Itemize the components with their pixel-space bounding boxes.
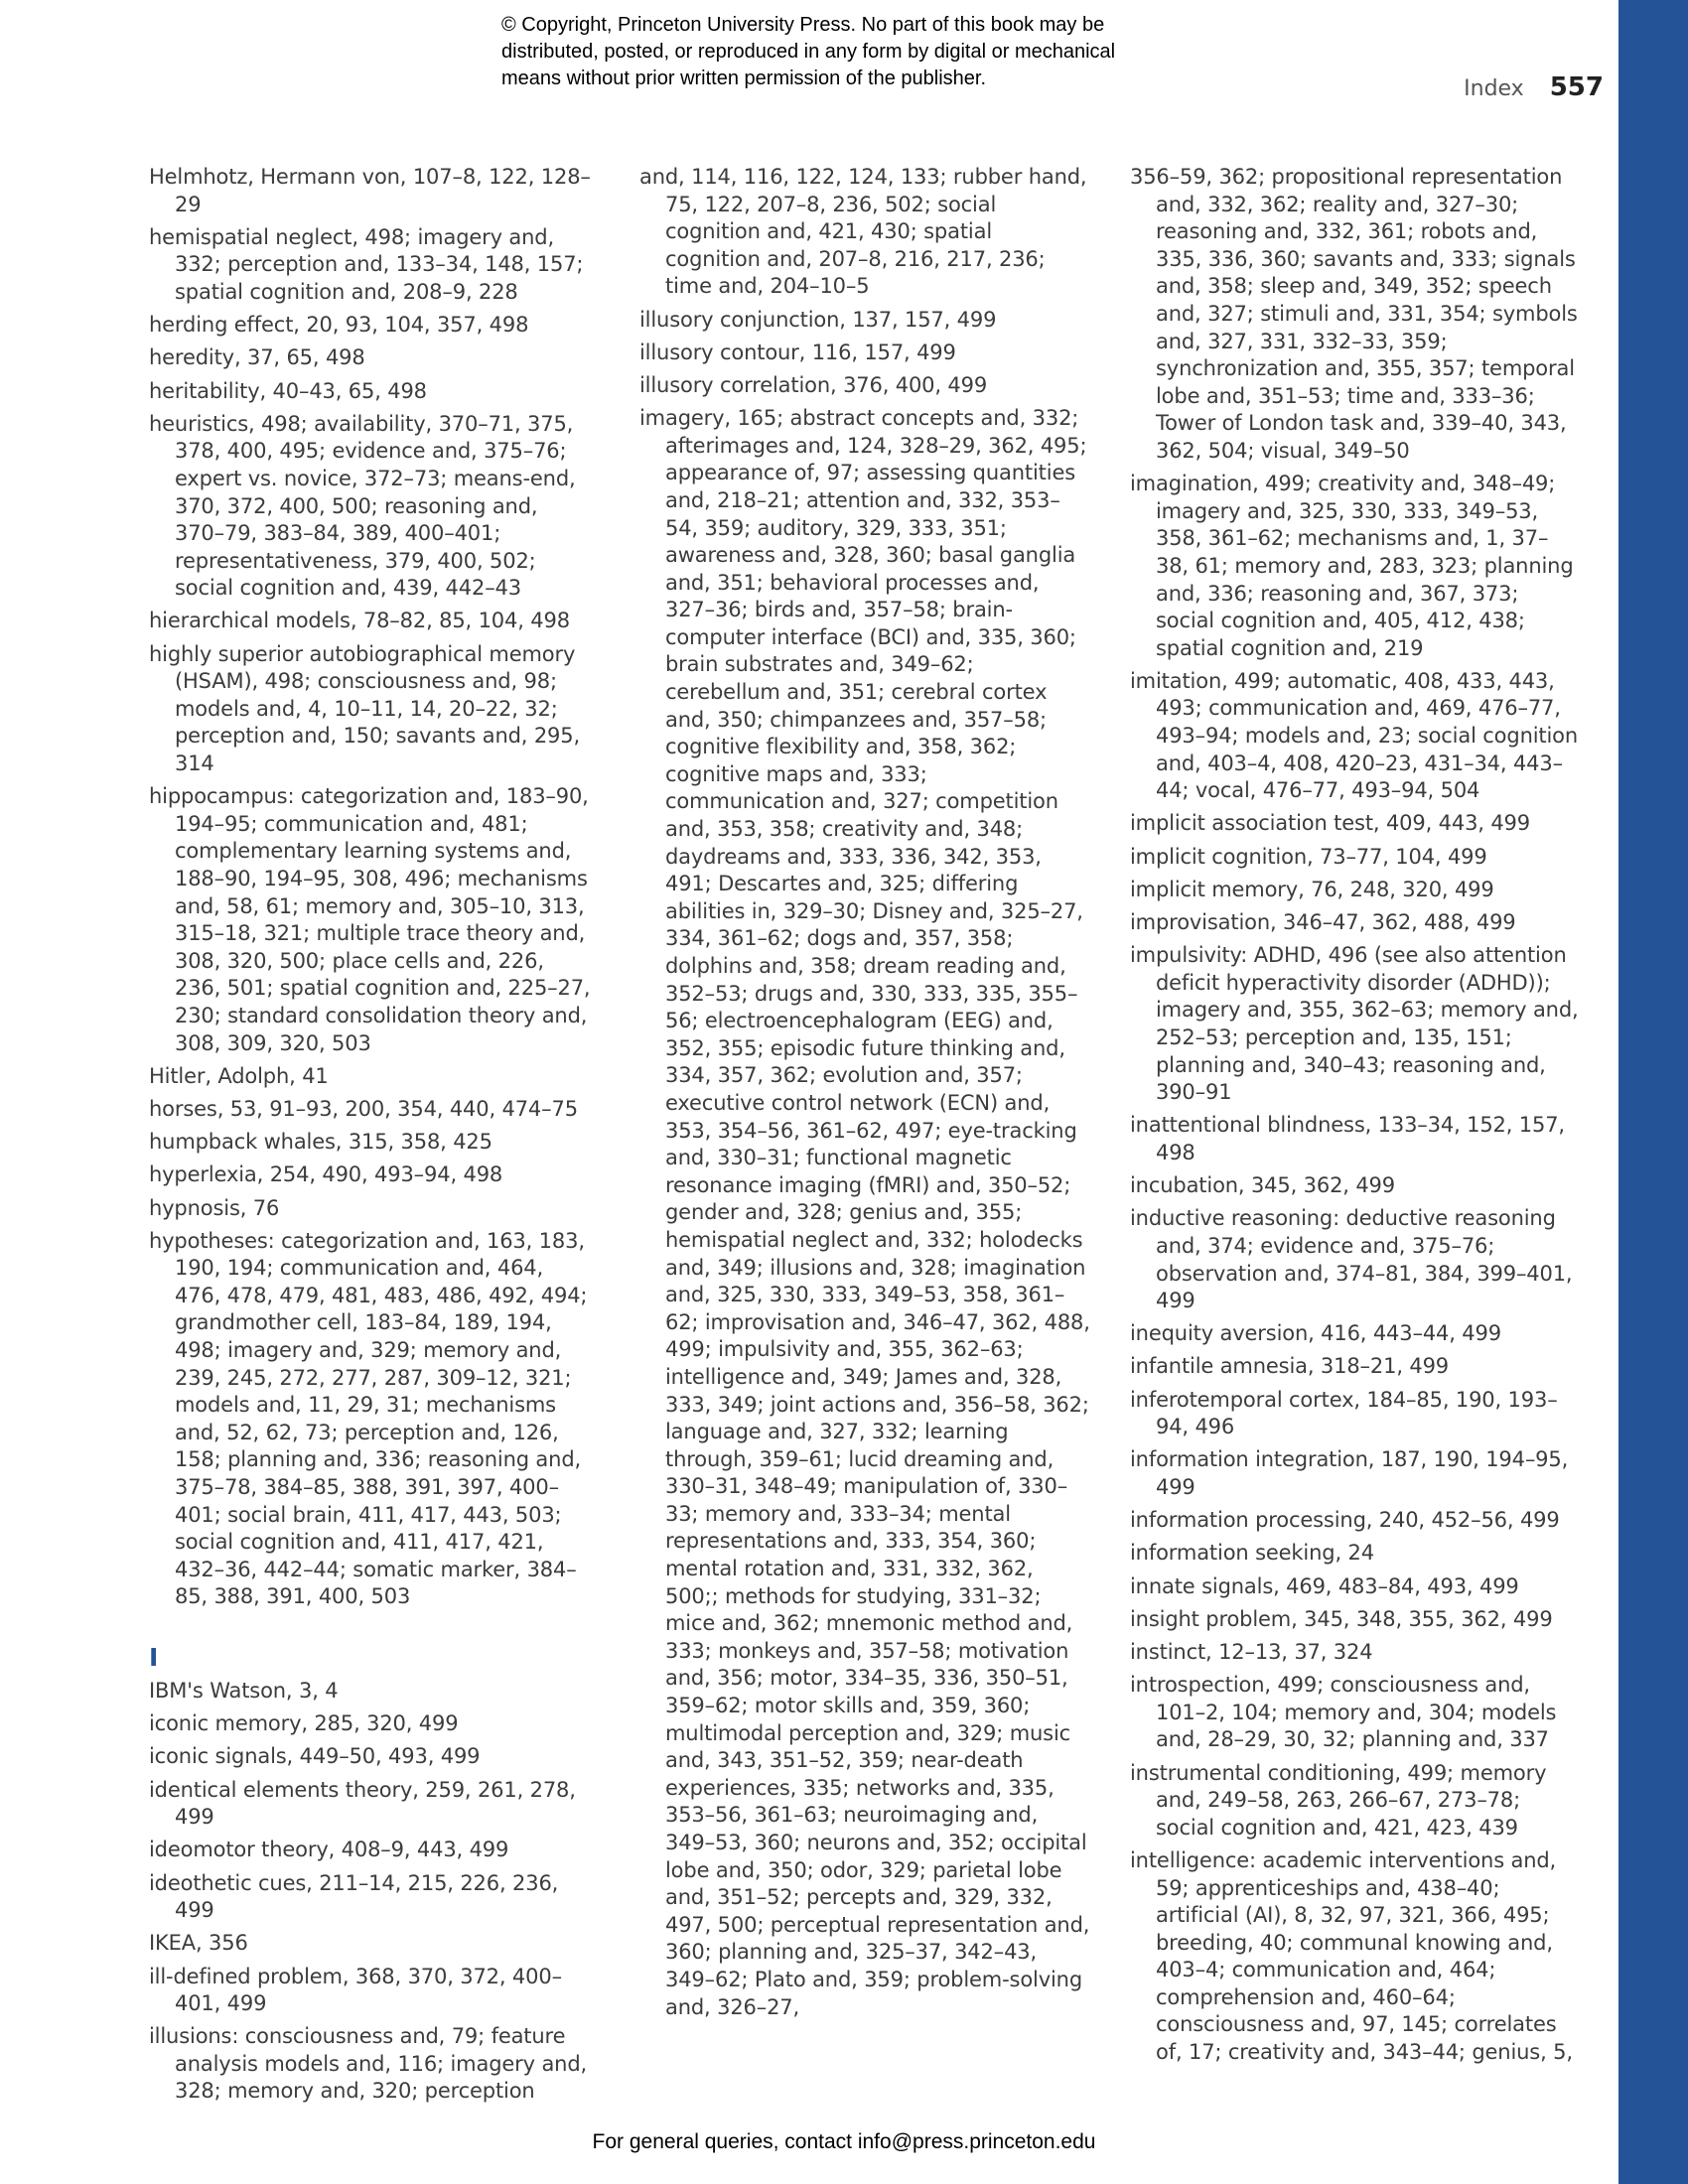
page-number: 557 [1549, 72, 1604, 102]
footer-contact: For general queries, contact info@press.princeton.edu [592, 2130, 1096, 2153]
index-column-3 [1130, 164, 1579, 2072]
index-entry: inductive reasoning: deductive reasoning and, 374; evidence and, 375–76; observation and, 374–81, 384, 399–401, 499 [1130, 1206, 1573, 1313]
index-entry: implicit cognition, 73–77, 104, 499 [1130, 844, 1487, 869]
copyright-line: distributed, posted, or reproduced in any form by digital or mechanical [501, 41, 1116, 63]
index-entry: hippocampus: categorization and, 183–90, 194–95; communication and, 481; complementary learning systems and, 188–90, 194–95, 308, 496; mechanisms and, 58, 61; memory and, 305–10, 313, 315–18, 321; multiple trace theory and, 308, 320, 500; place cells and, 226, 236, 501; spatial cognition and, 225–27, 230; standard consolidation theory and, 308, 309, 320, 503 [149, 784, 591, 1055]
index-entry: instrumental conditioning, 499; memory and, 249–58, 263, 266–67, 273–78; social cognition and, 421, 423, 439 [1130, 1760, 1547, 1840]
index-entry: heuristics, 498; availability, 370–71, 375, 378, 400, 495; evidence and, 375–76; expert vs. novice, 372–73; means-end, 370, 372, 400, 500; reasoning and, 370–79, 383–84, 389, 400–401; representativeness, 379, 400, 502; social cognition and, 439, 442–43 [149, 411, 576, 601]
copyright-notice [501, 12, 1216, 92]
index-entry: insight problem, 345, 348, 355, 362, 499 [1130, 1606, 1553, 1631]
index-entry: hypotheses: categorization and, 163, 183, 190, 194; communication and, 464, 476, 478, 479, 481, 483, 486, 492, 494; grandmother cell, 183–84, 189, 194, 498; imagery and, 329; memory and, 239, 245, 272, 277, 287, 309–12, 321; models and, 11, 29, 31; mechanisms and, 52, 62, 73; perception and, 126, 158; planning and, 336; reasoning and, 375–78, 384–85, 388, 391, 397, 400–401; social brain, 411, 417, 443, 503; social cognition and, 411, 417, 421, 432–36, 442–44; somatic marker, 384–85, 388, 391, 400, 503 [149, 1228, 588, 1609]
index-entry: impulsivity: ADHD, 496 (see also attention deficit hyperactivity disorder (ADHD)); imagery and, 355, 362–63; memory and, 252–53; perception and, 135, 151; planning and, 340–43; reasoning and, 390–91 [1130, 943, 1579, 1105]
index-entry: imitation, 499; automatic, 408, 433, 443, 493; communication and, 469, 476–77, 493–94; models and, 23; social cognition and, 403–4, 408, 420–23, 431–34, 443–44; vocal, 476–77, 493–94, 504 [1130, 668, 1579, 803]
index-entry: highly superior autobiographical memory (HSAM), 498; consciousness and, 98; models and, 4, 10–11, 14, 20–22, 32; perception and, 150; savants and, 295, 314 [149, 641, 580, 776]
index-column-1-section-i-entries [149, 1678, 591, 2106]
index-entry: instinct, 12–13, 37, 324 [1130, 1639, 1373, 1664]
index-column-1-entries [149, 164, 591, 1611]
index-entry: and, 114, 116, 122, 124, 133; rubber hand, 75, 122, 207–8, 236, 502; social cognition and, 421, 430; spatial cognition and, 207–8, 216, 217, 236; time and, 204–10–5 [639, 165, 1087, 299]
index-entry: ideothetic cues, 211–14, 215, 226, 236, 499 [149, 1870, 559, 1923]
index-entry: illusory contour, 116, 157, 499 [639, 340, 956, 364]
index-entry: information seeking, 24 [1130, 1541, 1374, 1566]
index-entry: identical elements theory, 259, 261, 278, 499 [149, 1777, 576, 1830]
index-entry: iconic memory, 285, 320, 499 [149, 1711, 459, 1736]
index-entry: information integration, 187, 190, 194–95, 499 [1130, 1447, 1569, 1500]
index-entry: Helmhotz, Hermann von, 107–8, 122, 128–29 [149, 165, 591, 216]
index-entry: imagery, 165; abstract concepts and, 332; afterimages and, 124, 328–29, 362, 495; appearance of, 97; assessing quantities and, 218–21; attention and, 332, 353–54, 359; auditory, 329, 333, 351; awareness and, 328, 360; basal ganglia and, 351; behavioral processes and, 327–36; birds and, 357–58; brain-computer interface (BCI) and, 335, 360; brain substrates and, 349–62; cerebellum and, 351; cerebral cortex and, 350; chimpanzees and, 357–58; cognitive flexibility and, 358, 362; cognitive maps and, 333; communication and, 327; competition and, 353, 358; creativity and, 348; daydreams and, 333, 336, 342, 353, 491; Descartes and, 325; differing abilities in, 329–30; Disney and, 325–27, 334, 361–62; dogs and, 357, 358; dolphins and, 358; dream reading and, 352–53; drugs and, 330, 333, 335, 355–56; electroencephalogram (EEG) and, 352, 355; episodic future thinking and, 334, 357, 362; evolution and, 357; executive control network (ECN) and, 353, 354–56, 361–62, 497; eye-tracking and, 330–31; functional magnetic resonance imaging (fMRI) and, 350–52; gender and, 328; genius and, 355; hemispatial neglect and, 332; holodecks and, 349; illusions and, 328; imagination and, 325, 330, 333, 349–53, 358, 361–62; improvisation and, 346–47, 362, 488, 499; impulsivity and, 355, 362–63; intelligence and, 349; James and, 328, 333, 349; joint actions and, 356–58, 362; language and, 327, 332; learning through, 359–61; lucid dreaming and, 330–31, 348–49; manipulation of, 330–33; memory and, 333–34; mental representations and, 333, 354, 360; mental rotation and, 331, 332, 362, 500;; methods for studying, 331–32; mice and, 362; mnemonic method and, 333; monkeys and, 357–58; motivation and, 356; motor, 334–35, 336, 350–51, 359–62; motor skills and, 359, 360; multimodal perception and, 329; music and, 343, 351–52, 359; near-death experiences, 335; networks and, 335, 353–56, 361–63; neuroimaging and, 349–53, 360; neurons and, 352; occipital lobe and, 350; odor, 329; parietal lobe and, 351–52; percepts and, 329, 332, 497, 500; perceptual representation and, 360; planning and, 325–37, 342–43, 349–62; Plato and, 359; problem-solving and, 326–27, [639, 406, 1090, 2019]
index-entry: ill-defined problem, 368, 370, 372, 400–401, 499 [149, 1964, 562, 2016]
index-entry: iconic signals, 449–50, 493, 499 [149, 1744, 481, 1769]
index-column-1 [149, 164, 591, 2112]
index-entry: herding effect, 20, 93, 104, 357, 498 [149, 313, 529, 338]
index-entry: humpback whales, 315, 358, 425 [149, 1130, 492, 1155]
index-entry: imagination, 499; creativity and, 348–49; imagery and, 325, 330, 333, 349–53, 358, 361–62; mechanisms and, 1, 37–38, 61; memory and, 283, 323; planning and, 336; reasoning and, 367, 373; social cognition and, 405, 412, 438; spatial cognition and, 219 [1130, 472, 1574, 660]
index-column-2 [639, 164, 1091, 2027]
index-entry: heredity, 37, 65, 498 [149, 345, 365, 370]
index-entry: 356–59, 362; propositional representation and, 332, 362; reality and, 327–30; reasoning and, 332, 361; robots and, 335, 336, 360; savants and, 333; signals and, 358; sleep and, 349, 352; speech and, 327; stimuli and, 331, 354; symbols and, 327, 331, 332–33, 359; synchronization and, 355, 357; temporal lobe and, 351–53; time and, 333–36; Tower of London task and, 339–40, 343, 362, 504; visual, 349–50 [1130, 165, 1578, 463]
index-entry: hypnosis, 76 [149, 1195, 280, 1220]
index-column-2-entries [639, 164, 1091, 2021]
index-entry: implicit memory, 76, 248, 320, 499 [1130, 877, 1494, 901]
side-color-bar [1618, 0, 1688, 2184]
index-column-3-entries [1130, 164, 1579, 2067]
index-entry: hemispatial neglect, 498; imagery and, 332; perception and, 133–34, 148, 157; spatial cognition and, 208–9, 228 [149, 224, 584, 304]
index-entry: implicit association test, 409, 443, 499 [1130, 811, 1530, 836]
section-letter-heading: I [149, 1643, 159, 1672]
index-entry: infantile amnesia, 318–21, 499 [1130, 1354, 1450, 1379]
index-entry: IKEA, 356 [149, 1931, 248, 1956]
index-entry: inequity aversion, 416, 443–44, 499 [1130, 1321, 1501, 1346]
index-entry: hyperlexia, 254, 490, 493–94, 498 [149, 1162, 503, 1187]
index-entry: illusory conjunction, 137, 157, 499 [639, 307, 997, 332]
copyright-line: © Copyright, Princeton University Press. No part of this book may be [501, 14, 1105, 36]
index-entry: inattentional blindness, 133–34, 152, 157, 498 [1130, 1113, 1565, 1164]
index-entry: Hitler, Adolph, 41 [149, 1063, 329, 1088]
index-entry: IBM's Watson, 3, 4 [149, 1679, 339, 1703]
running-head [1445, 72, 1604, 108]
index-entry: horses, 53, 91–93, 200, 354, 440, 474–75 [149, 1096, 578, 1121]
index-entry: introspection, 499; consciousness and, 101–2, 104; memory and, 304; models and, 28–29, 30, 32; planning and, 337 [1130, 1673, 1557, 1752]
index-entry: information processing, 240, 452–56, 499 [1130, 1508, 1560, 1533]
index-entry: heritability, 40–43, 65, 498 [149, 378, 427, 403]
index-entry: illusions: consciousness and, 79; feature analysis models and, 116; imagery and, 328; memory and, 320; perception [149, 2024, 588, 2104]
index-entry: improvisation, 346–47, 362, 488, 499 [1130, 910, 1516, 934]
index-entry: inferotemporal cortex, 184–85, 190, 193–94, 496 [1130, 1387, 1558, 1439]
index-entry: innate signals, 469, 483–84, 493, 499 [1130, 1573, 1519, 1598]
running-head-section: Index [1464, 76, 1524, 101]
index-entry: incubation, 345, 362, 499 [1130, 1173, 1395, 1198]
copyright-line: means without prior written permission of the publisher. [501, 68, 987, 89]
index-entry: intelligence: academic interventions and, 59; apprenticeships and, 438–40; artificial (AI), 8, 32, 97, 321, 366, 495; breeding, 40; communal knowing and, 403–4; communication and, 464; comprehension and, 460–64; consciousness and, 97, 145; correlates of, 17; creativity and, 343–44; genius, 5, [1130, 1847, 1573, 2065]
index-entry: hierarchical models, 78–82, 85, 104, 498 [149, 609, 570, 633]
index-entry: illusory correlation, 376, 400, 499 [639, 372, 988, 397]
index-entry: ideomotor theory, 408–9, 443, 499 [149, 1838, 509, 1862]
